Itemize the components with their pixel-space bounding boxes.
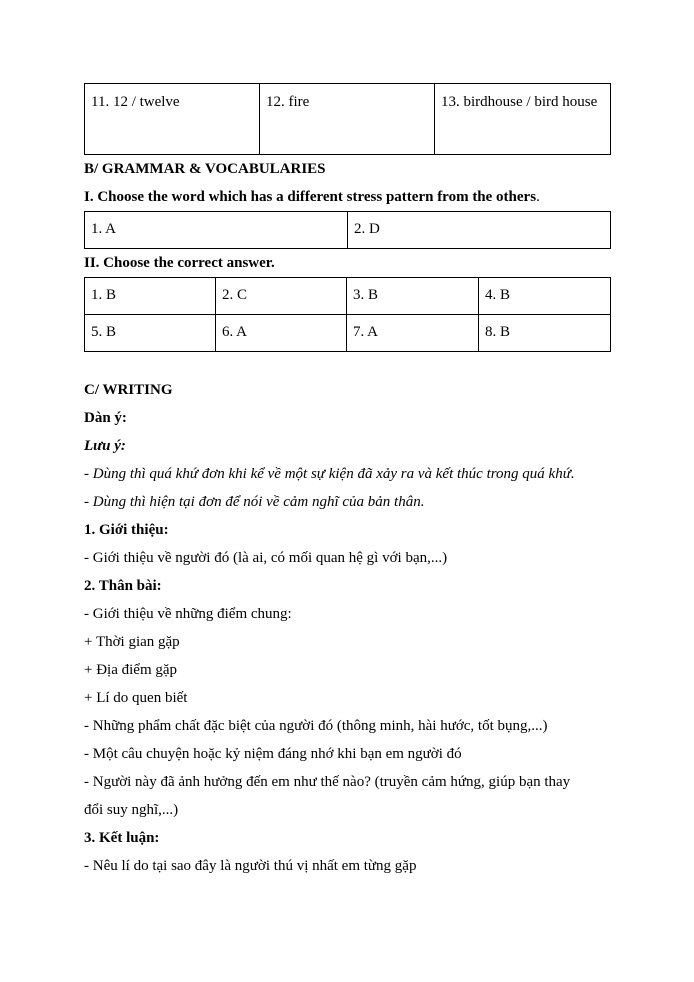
body-line: + Thời gian gặp <box>84 634 180 650</box>
part-2-heading: II. Choose the correct answer. <box>84 255 275 271</box>
answer-cell: 12. fire <box>260 84 435 155</box>
intro-heading: 1. Giới thiệu: <box>84 522 169 538</box>
part-1-heading <box>84 183 610 211</box>
listening-answer-table <box>84 83 611 155</box>
body-line: - Giới thiệu về những điểm chung: <box>84 606 292 622</box>
answer-cell: 5. B <box>85 315 216 352</box>
answer-cell: 1. A <box>85 212 348 249</box>
answer-cell: 4. B <box>479 278 611 315</box>
body-line: - Người này đã ảnh hưởng đến em như thế nào? (truyền cảm hứng, giúp bạn thay <box>84 774 571 790</box>
part-1-heading-text: I. Choose the word which has a different stress pattern from the others <box>84 189 537 205</box>
body-heading: 2. Thân bài: <box>84 578 162 594</box>
body-line: - Một câu chuyện hoặc kỷ niệm đáng nhớ khi bạn em người đó <box>84 746 462 762</box>
answer-cell: 7. A <box>347 315 479 352</box>
part-1-heading-period: . <box>536 189 540 205</box>
answer-cell: 2. D <box>348 212 611 249</box>
table-row <box>85 84 611 155</box>
answer-cell: 13. birdhouse / bird house <box>435 84 611 155</box>
note-label: Lưu ý: <box>84 438 126 454</box>
note-line: - Dùng thì quá khứ đơn khi kể về một sự kiện đã xảy ra và kết thúc trong quá khứ. <box>84 466 575 482</box>
correct-answer-table <box>84 277 611 352</box>
conclusion-heading: 3. Kết luận: <box>84 830 160 846</box>
blank-line <box>84 352 610 376</box>
answer-cell: 1. B <box>85 278 216 315</box>
answer-cell: 2. C <box>216 278 347 315</box>
stress-answer-table <box>84 211 611 249</box>
answer-cell: 6. A <box>216 315 347 352</box>
body-line: - Những phẩm chất đặc biệt của người đó (thông minh, hài hước, tốt bụng,...) <box>84 718 548 734</box>
section-b-title: B/ GRAMMAR & VOCABULARIES <box>84 161 326 177</box>
answer-cell: 3. B <box>347 278 479 315</box>
document-page <box>84 83 610 880</box>
body-line: + Lí do quen biết <box>84 690 188 706</box>
intro-line: - Giới thiệu về người đó (là ai, có mối quan hệ gì với bạn,...) <box>84 550 448 566</box>
answer-cell: 8. B <box>479 315 611 352</box>
table-row <box>85 315 611 352</box>
outline-label: Dàn ý: <box>84 410 127 426</box>
answer-cell: 11. 12 / twelve <box>85 84 260 155</box>
table-row <box>85 212 611 249</box>
table-row <box>85 278 611 315</box>
body-line: đổi suy nghĩ,...) <box>84 802 179 818</box>
body-line: + Địa điểm gặp <box>84 662 178 678</box>
conclusion-line: - Nêu lí do tại sao đây là người thú vị nhất em từng gặp <box>84 858 417 874</box>
section-c-title: C/ WRITING <box>84 382 173 398</box>
note-line: - Dùng thì hiện tại đơn để nói về cảm nghĩ của bản thân. <box>84 494 425 510</box>
